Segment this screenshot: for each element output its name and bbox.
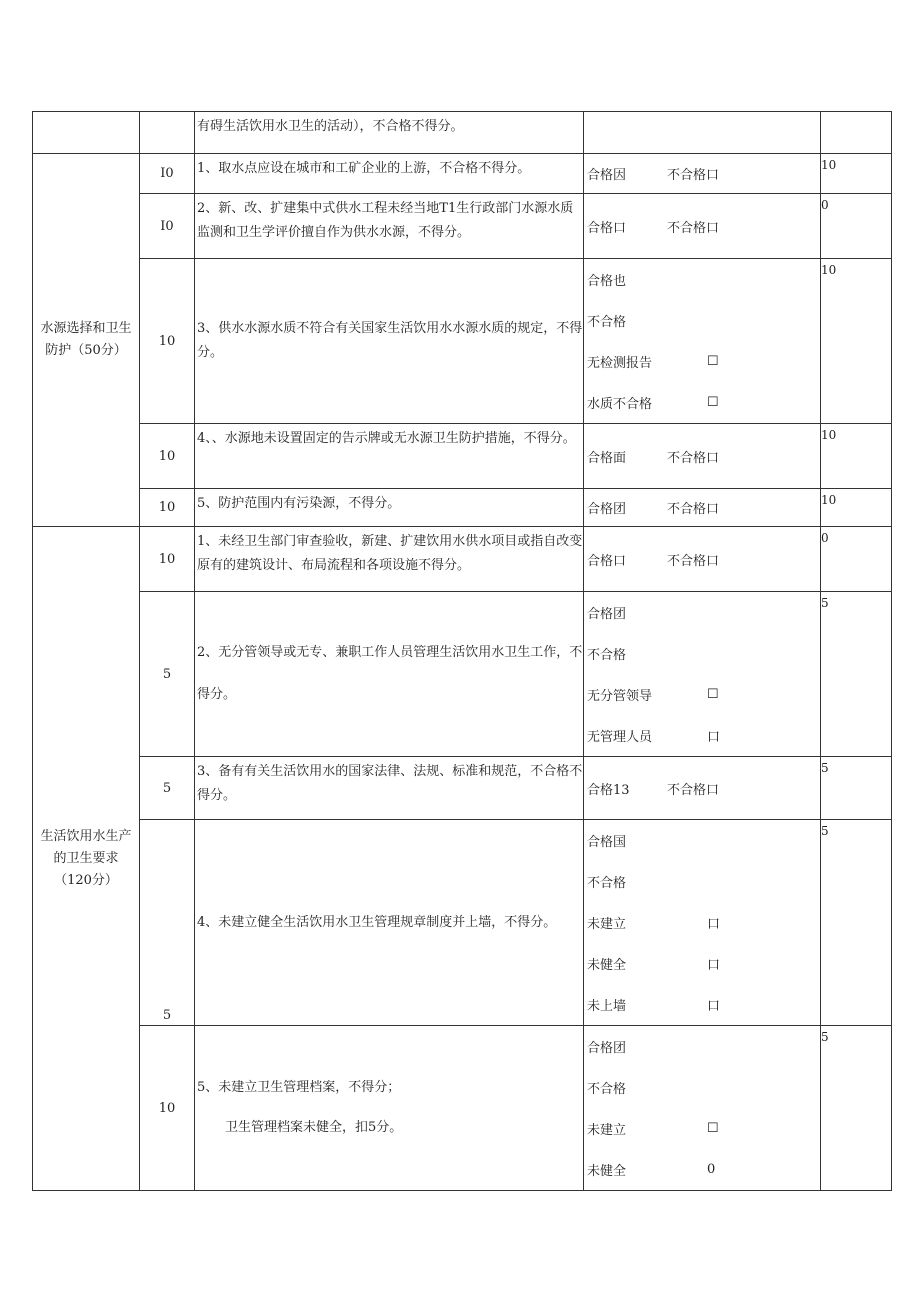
result-pass: 合格口 <box>587 220 627 236</box>
result-option-label: 水质不合格 <box>587 397 653 412</box>
score-cell: 5 <box>140 820 195 1026</box>
table-row <box>33 757 892 820</box>
table-row <box>33 154 892 194</box>
score-cell: 5 <box>140 757 195 820</box>
result-cell <box>584 820 821 1026</box>
result-fail: 不合格口 <box>667 220 720 236</box>
item-text <box>195 1026 584 1191</box>
result-pass: 合格团 <box>587 607 627 622</box>
item-text: 有碍生活饮用水卫生的活动），不合格不得分。 <box>195 112 584 154</box>
result-option-label: 未建立 <box>587 1123 627 1138</box>
result-pass: 合格13 <box>587 782 630 798</box>
item-text: 2、无分管领导或无专、兼职工作人员管理生活饮用水卫生工作，不得分。 <box>195 592 584 757</box>
item-text: 4、、水源地未设置固定的告示牌或无水源卫生防护措施，不得分。 <box>195 424 584 489</box>
table-row <box>33 1026 892 1191</box>
points-cell: 5 <box>821 757 892 820</box>
result-fail: 不合格 <box>587 315 627 330</box>
item-text: 4、未建立健全生活饮用水卫生管理规章制度并上墙，不得分。 <box>195 820 584 1026</box>
result-cell <box>584 489 821 527</box>
points-cell: 10 <box>821 424 892 489</box>
result-option-label: 无检测报告 <box>587 356 653 371</box>
result-option-label: 未上墙 <box>587 999 627 1014</box>
checkbox-icon[interactable]: 口 <box>707 730 721 745</box>
score-cell: I0 <box>140 154 195 194</box>
item-text: 3、备有有关生活饮用水的国家法律、法规、标准和规范，不合格不得分。 <box>195 757 584 820</box>
checkbox-icon[interactable]: 口 <box>707 958 721 973</box>
result-pass: 合格团 <box>587 502 627 517</box>
score-cell: 5 <box>140 592 195 757</box>
score-cell: 10 <box>140 1026 195 1191</box>
checkbox-icon[interactable]: 口 <box>707 917 721 932</box>
result-pass: 合格因 <box>587 168 627 183</box>
checkbox-icon[interactable]: 口 <box>707 999 721 1014</box>
result-fail: 不合格 <box>587 648 627 663</box>
score-cell: 10 <box>140 424 195 489</box>
result-cell <box>584 112 821 154</box>
result-fail: 不合格口 <box>667 168 720 183</box>
result-pass: 合格国 <box>587 835 627 850</box>
table-row <box>33 112 892 154</box>
result-pass: 合格也 <box>587 274 627 289</box>
result-option-label: 未健全 <box>587 958 627 973</box>
checkbox-icon[interactable]: ☐ <box>707 1121 719 1136</box>
item-text: 1、未经卫生部门审查验收，新建、扩建饮用水供水项目或指自改变原有的建筑设计、布局流程和各项设施不得分。 <box>195 527 584 592</box>
points-cell: 5 <box>821 592 892 757</box>
table-row <box>33 259 892 424</box>
category-cell <box>33 112 140 154</box>
table-row <box>33 527 892 592</box>
result-cell <box>584 592 821 757</box>
item-line: 卫生管理档案未健全，扣5分。 <box>225 1120 403 1135</box>
points-cell: 0 <box>821 194 892 259</box>
score-cell: 10 <box>140 489 195 527</box>
result-cell <box>584 154 821 194</box>
result-fail: 不合格口 <box>667 450 720 466</box>
result-option-label: 未建立 <box>587 917 627 932</box>
points-cell: 10 <box>821 259 892 424</box>
points-cell: 10 <box>821 489 892 527</box>
item-line: 5、未建立卫生管理档案，不得分； <box>197 1080 401 1095</box>
item-text: 2、新、改、扩建集中式供水工程未经当地T1生行政部门水源水质监测和卫生学评价擅自作为供水水源，不得分。 <box>195 194 584 259</box>
table-row <box>33 194 892 259</box>
result-fail: 不合格口 <box>667 553 720 569</box>
category-water-source: 水源选择和卫生防护（50分） <box>33 154 140 527</box>
points-cell: 5 <box>821 1026 892 1191</box>
result-cell <box>584 757 821 820</box>
result-pass: 合格团 <box>587 1041 627 1056</box>
result-option-label: 无分管领导 <box>587 689 653 704</box>
result-cell <box>584 194 821 259</box>
result-cell <box>584 527 821 592</box>
result-pass: 合格口 <box>587 553 627 569</box>
result-fail: 不合格 <box>587 1082 627 1097</box>
points-cell <box>821 112 892 154</box>
category-production: 生活饮用水生产的卫生要求（120分） <box>33 527 140 1191</box>
item-text: 5、防护范围内有污染源，不得分。 <box>195 489 584 527</box>
result-cell <box>584 1026 821 1191</box>
table-row <box>33 592 892 757</box>
table-row <box>33 424 892 489</box>
score-cell: 10 <box>140 527 195 592</box>
table-row <box>33 489 892 527</box>
result-fail: 不合格口 <box>667 502 720 517</box>
result-cell <box>584 259 821 424</box>
inspection-table <box>32 111 892 1191</box>
checkbox-icon[interactable]: 0 <box>707 1162 716 1177</box>
points-cell: 5 <box>821 820 892 1026</box>
result-option-label: 无管理人员 <box>587 730 653 745</box>
table-row <box>33 820 892 1026</box>
result-option-label: 未健全 <box>587 1164 627 1179</box>
result-cell <box>584 424 821 489</box>
points-cell: 0 <box>821 527 892 592</box>
score-cell: I0 <box>140 194 195 259</box>
points-cell: 10 <box>821 154 892 194</box>
item-text: 3、供水水源水质不符合有关国家生活饮用水水源水质的规定，不得分。 <box>195 259 584 424</box>
score-cell: 10 <box>140 259 195 424</box>
item-text: 1、取水点应设在城市和工矿企业的上游，不合格不得分。 <box>195 154 584 194</box>
result-pass: 合格面 <box>587 450 627 466</box>
result-fail: 不合格口 <box>667 782 720 798</box>
checkbox-icon[interactable]: ☐ <box>707 687 719 702</box>
result-fail: 不合格 <box>587 876 627 891</box>
checkbox-icon[interactable]: ☐ <box>707 395 719 410</box>
score-cell <box>140 112 195 154</box>
checkbox-icon[interactable]: ☐ <box>707 354 719 369</box>
